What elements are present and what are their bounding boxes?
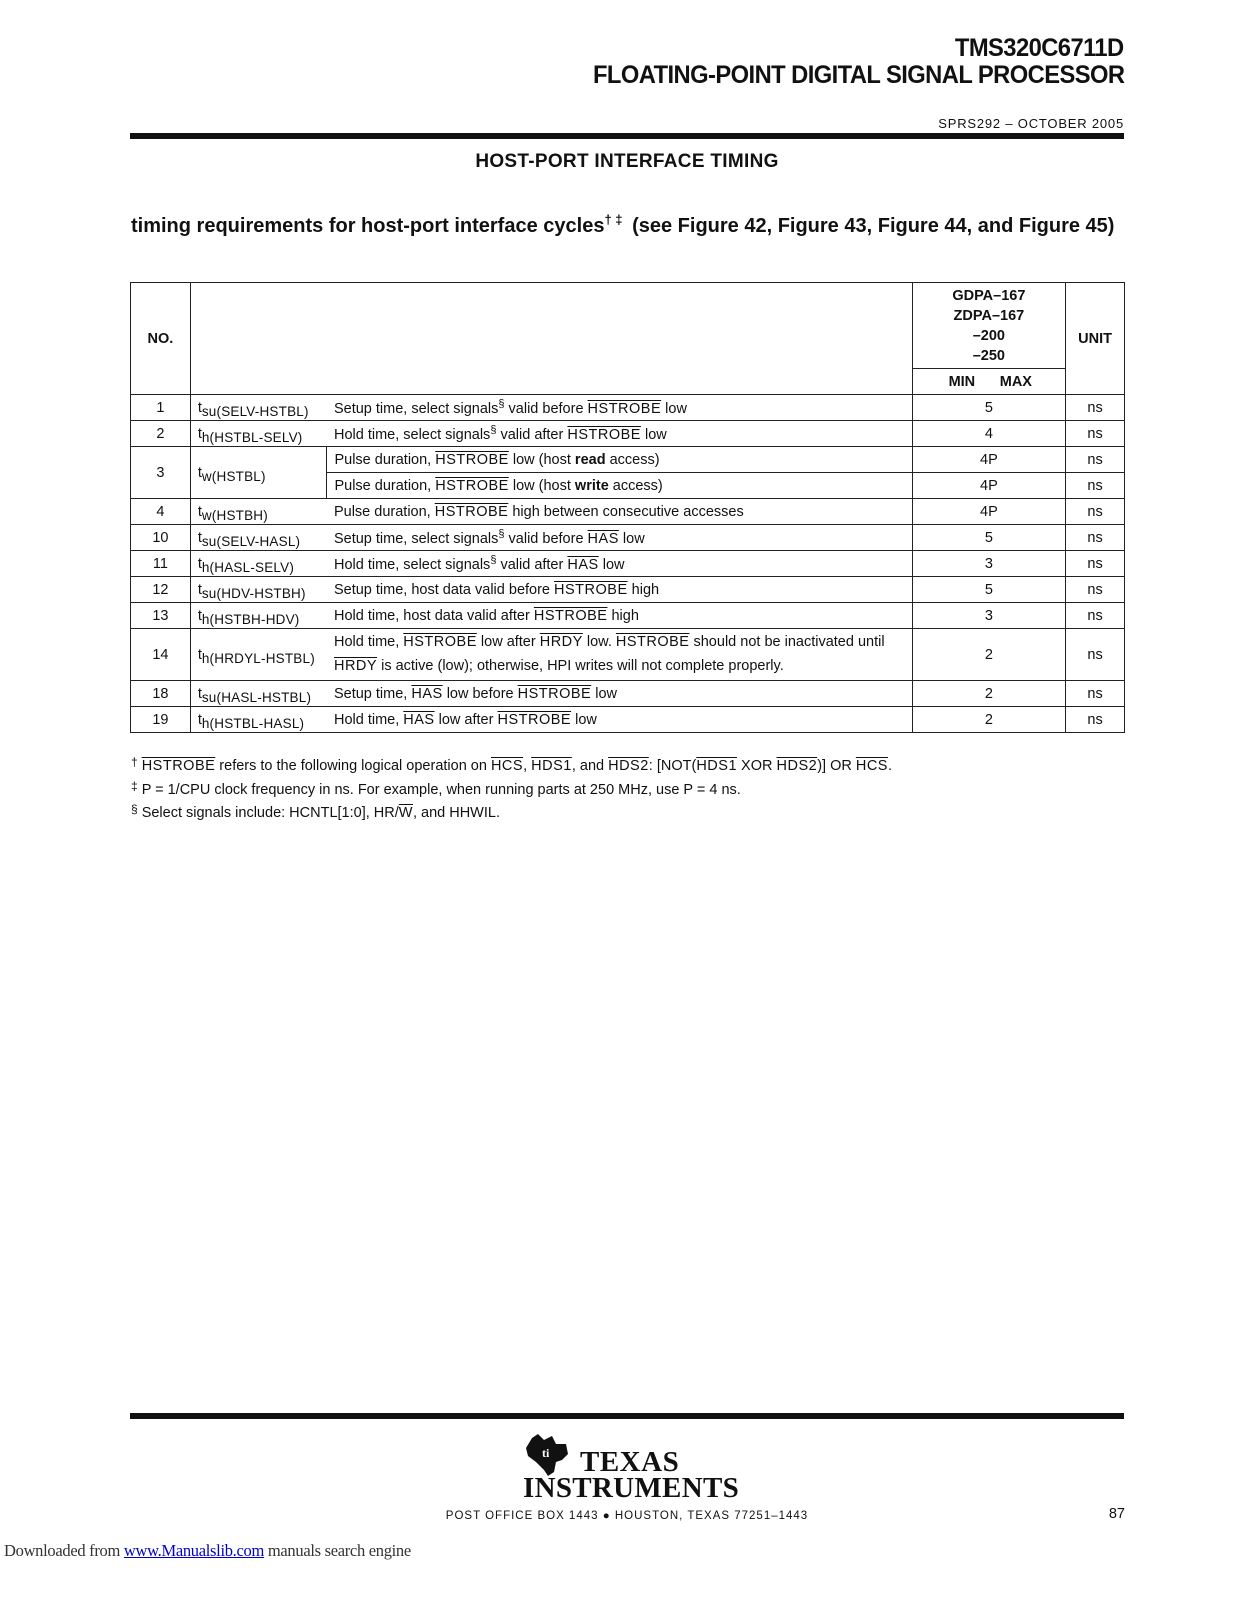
footnote-text: )] OR <box>817 758 856 774</box>
symbol-letter: t <box>197 685 202 702</box>
symbol-letter: t <box>197 711 202 728</box>
description-text: Pulse duration, <box>333 503 435 520</box>
document-part-number: TMS320C6711D <box>955 34 1124 62</box>
parameter-description <box>327 499 912 525</box>
row-number: 18 <box>131 681 191 707</box>
table-row <box>131 525 1125 551</box>
description-text: low <box>640 427 667 443</box>
table-footnotes <box>131 753 892 824</box>
footnote-text: : [NOT( <box>648 758 697 774</box>
description-text: low. <box>582 634 616 650</box>
signal-name-overlined: HRDY <box>333 658 378 674</box>
footnote-mark: § <box>490 554 497 566</box>
symbol-letter: t <box>197 503 202 520</box>
unit-value: ns <box>1066 577 1125 603</box>
download-prefix: Downloaded from <box>4 1541 124 1560</box>
footnote-text: XOR <box>737 758 777 774</box>
parameter-description <box>327 447 912 473</box>
symbol-letter: t <box>197 425 202 442</box>
parameter-description <box>327 525 912 551</box>
symbol-letter: t <box>197 581 202 598</box>
description-wrap <box>334 629 912 680</box>
bottom-rule <box>130 1413 1124 1419</box>
signal-name-overlined: HSTROBE <box>435 477 509 494</box>
description-text: Pulse duration, <box>334 451 436 468</box>
description-text: is active (low); otherwise, HPI writes will not complete properly. <box>377 658 784 674</box>
min-value: 5 <box>912 525 1065 551</box>
description-text: Setup time, select signals <box>333 401 499 417</box>
row-number: 19 <box>131 707 191 733</box>
table-row <box>131 681 1125 707</box>
description-text: valid before <box>504 531 588 547</box>
table-row <box>131 395 1125 421</box>
signal-name-overlined: HDS2 <box>608 758 649 774</box>
header-blank <box>190 283 912 395</box>
parameter-description <box>327 421 912 447</box>
timing-parameter-symbol <box>190 447 327 499</box>
description-text: should not be inactivated until <box>689 634 885 650</box>
description-text: low (host <box>508 451 575 468</box>
header-min: MIN <box>948 373 976 390</box>
signal-name-overlined: $\overline{HAS}$ <box>403 711 435 728</box>
parameter-description <box>327 707 912 733</box>
header-max: MAX <box>999 373 1032 390</box>
signal-name-overlined: HSTROBE <box>587 401 662 417</box>
signal-name-overlined: HSTROBE <box>434 503 509 520</box>
timing-parameter-symbol <box>190 525 327 551</box>
table-title-footnote-marks: † ‡ <box>604 212 623 227</box>
footnote-text: , and HHWIL. <box>412 805 500 821</box>
description-text: low <box>598 557 625 573</box>
min-value: 5 <box>912 395 1065 421</box>
row-number: 2 <box>131 421 191 447</box>
footnote-text: refers to the following logical operation on <box>215 758 491 774</box>
unit-value: ns <box>1066 629 1125 681</box>
signal-name-overlined: HSTROBE <box>554 581 628 598</box>
symbol-letter: t <box>197 464 202 481</box>
symbol-subscript: su(HASL-HSTBL) <box>201 689 312 705</box>
table-row <box>131 629 1125 681</box>
timing-parameter-symbol <box>190 551 327 577</box>
logo-text-texas: TEXAS <box>580 1446 680 1478</box>
min-value: 2 <box>912 629 1065 681</box>
table-body <box>131 395 1125 733</box>
description-text: valid before <box>504 401 588 417</box>
symbol-subscript: h(HRDYL-HSTBL) <box>201 650 315 666</box>
footnote-mark: † <box>131 755 138 769</box>
symbol-subscript: w(HSTBH) <box>201 507 268 523</box>
footnote-mark: § <box>498 528 505 540</box>
top-rule <box>130 133 1124 139</box>
document-subtitle: FLOATING-POINT DIGITAL SIGNAL PROCESSOR <box>592 61 1124 89</box>
table-title <box>131 206 1124 240</box>
table-title-figure-refs: (see Figure 42, Figure 43, Figure 44, and Figure 45) <box>632 215 1115 237</box>
min-value: 5 <box>912 577 1065 603</box>
signal-name-overlined: HDS2 <box>776 758 818 774</box>
signal-name-overlined: $\overline{HCS}$ <box>490 758 524 774</box>
table-row <box>131 603 1125 629</box>
unit-value: ns <box>1066 473 1125 499</box>
parameter-description <box>327 577 912 603</box>
footnote-mark: § <box>131 802 138 816</box>
min-value: 4P <box>912 447 1065 473</box>
unit-value: ns <box>1066 525 1125 551</box>
timing-parameter-symbol <box>190 421 327 447</box>
symbol-subscript: su(HDV-HSTBH) <box>201 585 306 601</box>
symbol-subscript: su(SELV-HSTBL) <box>201 403 309 419</box>
manualslib-link[interactable]: www.Manualslib.com <box>123 1541 265 1560</box>
page-number: 87 <box>1108 1506 1125 1522</box>
footnote-text: . <box>887 758 893 774</box>
symbol-subscript: w(HSTBL) <box>201 468 266 484</box>
description-text: access) <box>605 451 660 468</box>
timing-requirements-table <box>130 282 1125 733</box>
unit-value: ns <box>1066 447 1125 473</box>
description-text: high <box>607 607 639 624</box>
signal-name-overlined: HSTROBE <box>141 758 216 774</box>
symbol-subscript: h(HSTBL-SELV) <box>201 429 303 445</box>
footnote-mark: § <box>498 398 505 410</box>
description-text: valid after <box>496 427 568 443</box>
unit-value: ns <box>1066 421 1125 447</box>
header-no: NO. <box>131 283 191 395</box>
parameter-description <box>327 681 912 707</box>
min-value: 4P <box>912 499 1065 525</box>
symbol-letter: t <box>197 555 202 572</box>
emphasis-text: read <box>574 451 606 468</box>
signal-name-overlined: HDS1 <box>696 758 738 774</box>
device-grade-2: ZDPA–167 <box>953 308 1025 324</box>
row-number: 12 <box>131 577 191 603</box>
table-row <box>131 447 1125 473</box>
footnote-text: , and <box>571 758 609 774</box>
symbol-subscript: h(HSTBL-HASL) <box>201 715 305 731</box>
description-text: low before <box>442 685 518 702</box>
symbol-subscript: h(HASL-SELV) <box>201 559 295 575</box>
unit-value: ns <box>1066 551 1125 577</box>
footnote-text: Select signals include: HCNTL[1:0], HR/ <box>141 805 399 821</box>
company-address: POST OFFICE BOX 1443 ● HOUSTON, TEXAS 77251–1443 <box>445 1510 809 1522</box>
description-text: Hold time, select signals <box>333 427 491 443</box>
logo-text-instruments: INSTRUMENTS <box>523 1472 740 1504</box>
footnote-line <box>131 777 892 801</box>
signal-name-overlined: HDS1 <box>531 758 572 774</box>
row-number: 4 <box>131 499 191 525</box>
description-text: Hold time, <box>333 711 404 728</box>
symbol-subscript: su(SELV-HASL) <box>201 533 301 549</box>
device-grade-1: GDPA–167 <box>952 288 1026 304</box>
symbol-subscript: h(HSTBH-HDV) <box>201 611 300 627</box>
row-number: 11 <box>131 551 191 577</box>
unit-value: ns <box>1066 707 1125 733</box>
signal-name-overlined: HRDY <box>539 634 583 650</box>
description-text: Hold time, host data valid after <box>333 607 534 624</box>
row-number: 1 <box>131 395 191 421</box>
unit-value: ns <box>1066 681 1125 707</box>
description-text: Hold time, <box>333 634 404 650</box>
timing-parameter-symbol <box>190 681 327 707</box>
timing-parameter-symbol <box>190 603 327 629</box>
device-grade-3: –200 <box>972 328 1005 344</box>
parameter-description <box>327 551 912 577</box>
row-number: 10 <box>131 525 191 551</box>
description-text: access) <box>608 477 663 494</box>
min-value: 4P <box>912 473 1065 499</box>
description-text: low <box>571 711 597 728</box>
description-text: valid after <box>496 557 568 573</box>
footnote-text: P = 1/CPU clock frequency in ns. For example, when running parts at 250 MHz, use P = 4 ns. <box>141 781 741 798</box>
signal-name-overlined: $\overline{HAS}$ <box>411 685 443 702</box>
min-value: 3 <box>912 603 1065 629</box>
signal-name-overlined: HSTROBE <box>517 685 592 702</box>
parameter-description <box>327 395 912 421</box>
header-unit: UNIT <box>1066 283 1125 395</box>
min-value: 2 <box>912 707 1065 733</box>
signal-name-overlined: $\overline{W}$ <box>398 805 413 821</box>
min-value: 3 <box>912 551 1065 577</box>
table-row <box>131 577 1125 603</box>
table-row <box>131 421 1125 447</box>
min-value: 4 <box>912 421 1065 447</box>
unit-value: ns <box>1066 395 1125 421</box>
document-id-date: SPRS292 – OCTOBER 2005 <box>938 116 1124 131</box>
symbol-letter: t <box>197 607 202 624</box>
signal-name-overlined: HSTROBE <box>567 427 641 443</box>
timing-parameter-symbol <box>190 395 327 421</box>
signal-name-overlined: HSTROBE <box>615 634 690 650</box>
description-text: Hold time, select signals <box>333 557 491 573</box>
emphasis-text: write <box>574 477 609 494</box>
device-grade-4: –250 <box>972 348 1005 364</box>
description-text: Setup time, <box>333 685 412 702</box>
header-min-max <box>912 369 1065 395</box>
parameter-description <box>327 603 912 629</box>
row-number: 3 <box>131 447 191 499</box>
timing-parameter-symbol <box>190 707 327 733</box>
description-text: low <box>661 401 687 417</box>
timing-parameter-symbol <box>190 629 327 681</box>
signal-name-overlined: HSTROBE <box>497 711 572 728</box>
description-text: low after <box>434 711 498 728</box>
table-title-text: timing requirements for host-port interface cycles <box>131 215 605 237</box>
unit-value: ns <box>1066 499 1125 525</box>
svg-text:ti: ti <box>542 1446 550 1460</box>
min-value: 2 <box>912 681 1065 707</box>
header-device-grades <box>912 283 1065 369</box>
table-row <box>131 707 1125 733</box>
unit-value: ns <box>1066 603 1125 629</box>
table-row <box>131 551 1125 577</box>
signal-name-overlined: $\overline{HCS}$ <box>855 758 888 774</box>
signal-name-overlined: $\overline{HAS}$ <box>587 531 619 547</box>
footnote-mark: § <box>490 424 497 436</box>
description-text: low after <box>476 634 540 650</box>
footnote-line <box>131 800 892 824</box>
description-text: low (host <box>508 477 575 494</box>
parameter-description <box>327 629 912 681</box>
timing-parameter-symbol <box>190 577 327 603</box>
footnote-text: , <box>523 758 532 774</box>
table-row <box>131 499 1125 525</box>
signal-name-overlined: $\overline{HAS}$ <box>567 557 599 573</box>
signal-name-overlined: HSTROBE <box>435 451 509 468</box>
description-text: Setup time, host data valid before <box>333 581 555 598</box>
parameter-description <box>327 473 912 499</box>
description-text: Setup time, select signals <box>333 531 499 547</box>
description-text: high <box>627 581 660 598</box>
description-text: low <box>591 685 618 702</box>
row-number: 14 <box>131 629 191 681</box>
footnote-line <box>131 753 892 777</box>
symbol-letter: t <box>197 529 202 546</box>
description-text: low <box>618 531 645 547</box>
description-text: high between consecutive accesses <box>508 503 744 520</box>
timing-parameter-symbol <box>190 499 327 525</box>
symbol-letter: t <box>197 646 202 663</box>
footnote-mark: ‡ <box>131 778 138 793</box>
signal-name-overlined: HSTROBE <box>403 634 477 650</box>
row-number: 13 <box>131 603 191 629</box>
section-heading: HOST-PORT INTERFACE TIMING <box>475 151 779 172</box>
symbol-letter: t <box>197 399 202 416</box>
signal-name-overlined: HSTROBE <box>533 607 608 624</box>
download-note <box>4 1541 411 1561</box>
description-text: Pulse duration, <box>334 477 436 494</box>
download-suffix: manuals search engine <box>264 1541 411 1560</box>
